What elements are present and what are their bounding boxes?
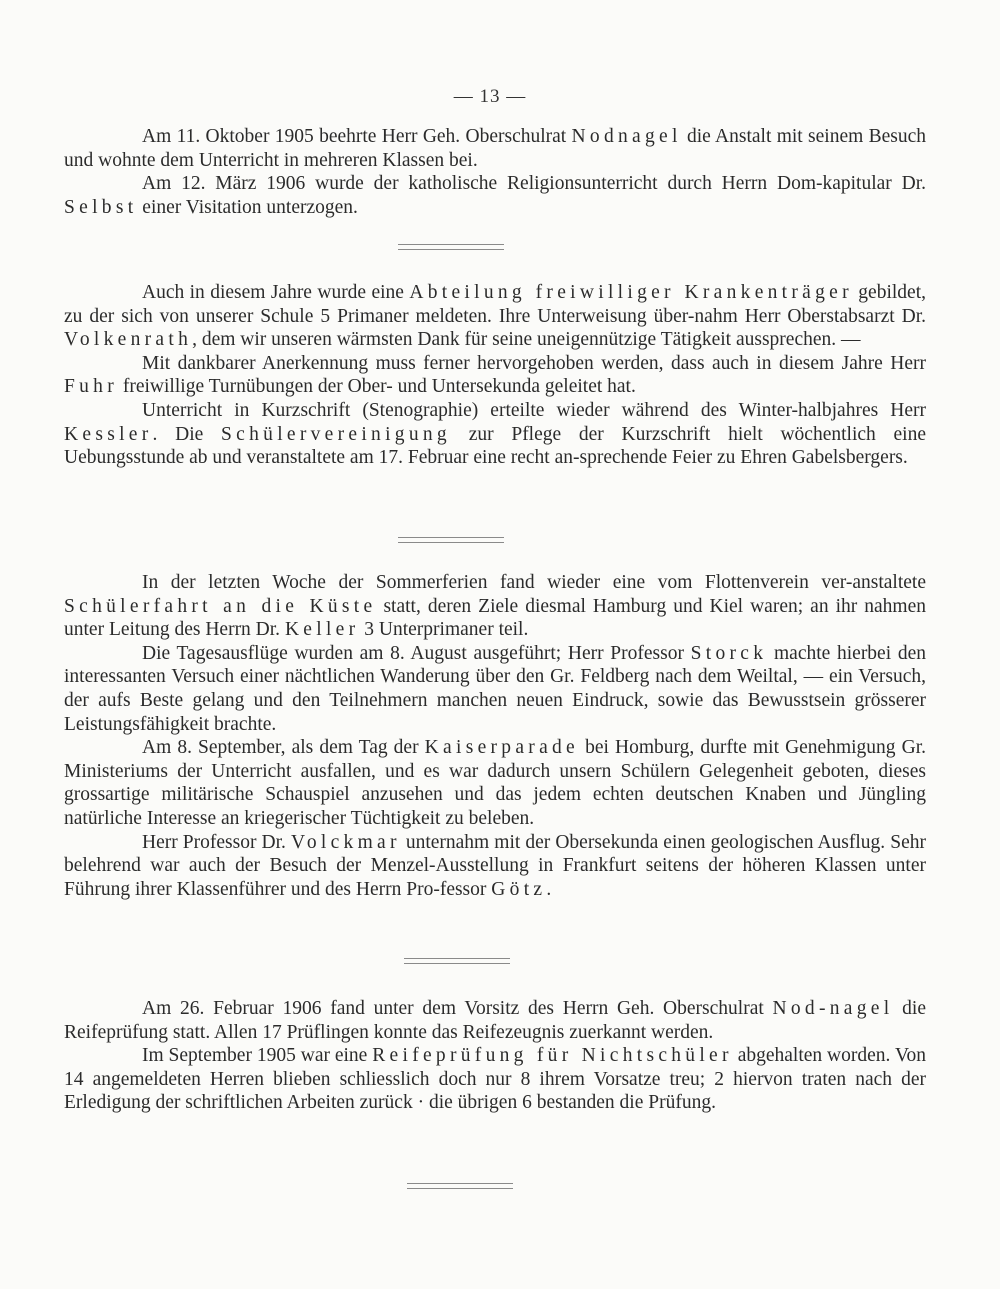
paragraph-text: freiwillige Turnübungen der Ober- und Untersekunda geleitet hat. xyxy=(118,376,636,398)
section-examinations xyxy=(64,997,926,1115)
spaced-emphasis: Schülervereinigung xyxy=(221,423,451,445)
paragraph-text: . Die xyxy=(152,423,222,445)
paragraph-text: In der letzten Woche der Sommerferien fand wieder eine vom Flottenverein ver-anstaltete xyxy=(142,572,926,593)
paragraph xyxy=(64,642,926,736)
section-divider xyxy=(404,958,510,964)
paragraph-text: Auch in diesem Jahre wurde eine xyxy=(142,282,410,303)
paragraph-text: gebildet, zu der sich von unserer Schule 5 Primaner meldeten. Ihre Unterweisung über-nahm Herr Oberstabsarzt Dr. xyxy=(64,282,926,327)
section-divider xyxy=(398,244,504,250)
paragraph xyxy=(64,172,926,219)
spaced-emphasis: Storck xyxy=(690,642,768,664)
paragraph-text: die Reifeprüfung statt. Allen 17 Prüflingen konnte das Reifezeugnis zuerkannt werden. xyxy=(64,998,926,1043)
spaced-emphasis: Keller xyxy=(284,619,360,641)
paragraph-text: Am 12. März 1906 wurde der katholische Religionsunterricht durch Herrn Dom-kapitular Dr. xyxy=(142,173,926,195)
section-excursions xyxy=(64,571,926,901)
spaced-emphasis: Kaiserparade xyxy=(424,737,580,759)
paragraph-text: unternahm mit der Obersekunda einen geologischen Ausflug. Sehr belehrend war auch der Besuch der Menzel-Ausstellung in Frankfurt seitens der höheren Klassen unter Führung ihrer Klassenführer und des Herrn Pro-fessor xyxy=(64,831,926,900)
paragraph-text: einer Visitation unterzogen. xyxy=(137,196,358,218)
paragraph-text: Am 26. Februar 1906 fand unter dem Vorsitz des Herrn Geh. Oberschulrat xyxy=(142,998,773,1019)
paragraph xyxy=(64,571,926,642)
paragraph-text: machte hierbei den interessanten Versuch einer nächtlichen Wanderung über den Gr. Feldberg nach dem Weiltal, — ein Versuch, der aufs Beste gelang und den Teilnehmern manchen neuen Eindruck, sowie das Bewusstsein grösserer Leistungsfähigkeit brachte. xyxy=(64,642,926,735)
spaced-emphasis: Kessler xyxy=(64,423,153,445)
spaced-emphasis: Götz xyxy=(491,878,547,900)
paragraph-text: Am 11. Oktober 1905 beehrte Herr Geh. Oberschulrat xyxy=(142,126,572,147)
section-activities xyxy=(64,281,926,470)
spaced-emphasis: Schülerfahrt an die Küste xyxy=(64,595,377,617)
paragraph-text: statt, deren Ziele diesmal Hamburg und Kiel waren; an ihr nahmen unter Leitung des Herrn Dr. xyxy=(64,595,926,641)
paragraph xyxy=(64,125,926,172)
paragraph-text: Unterricht in Kurzschrift (Stenographie) erteilte wieder während des Winter-halbjahres Herr xyxy=(142,399,926,421)
paragraph-text: zur Pflege der Kurzschrift hielt wöchentlich eine Uebungsstunde ab und veranstaltete am 17. Februar eine recht an-sprechende Feier zu Ehren Gabelsbergers. xyxy=(64,423,926,469)
paragraph-text: Im September 1905 war eine xyxy=(142,1045,373,1067)
paragraph xyxy=(64,281,926,352)
section-visitations xyxy=(64,125,926,219)
spaced-emphasis: Nod-nagel xyxy=(772,998,894,1019)
paragraph-text: Die Tagesausflüge wurden am 8. August ausgeführt; Herr Professor xyxy=(142,642,691,664)
spaced-emphasis: Abteilung freiwilliger Krankenträger xyxy=(409,282,853,303)
paragraph-text: , dem wir unseren wärmsten Dank für seine uneigennützige Tätigkeit aussprechen. — xyxy=(192,329,861,351)
paragraph-text: Herr Professor Dr. xyxy=(142,831,291,853)
spaced-emphasis: Nodnagel xyxy=(571,126,682,147)
spaced-emphasis: Reifeprüfung für Nichtschüler xyxy=(372,1045,733,1067)
paragraph-text: bei Homburg, durfte mit Genehmigung Gr. Ministeriums der Unterricht ausfallen, und es war dadurch unsern Schülern Gelegenheit geboten, dieses grossartige militärische Schauspiel anzusehen und das jedem echten deutschen Knaben und Jüngling natürliche Interesse an kriegerischer Tüchtigkeit zu beleben. xyxy=(64,737,927,829)
paragraph-text: . xyxy=(546,878,552,900)
paragraph-text: 3 Unterprimaner teil. xyxy=(359,619,529,641)
section-divider xyxy=(398,537,504,543)
paragraph xyxy=(64,997,926,1044)
paragraph xyxy=(64,831,926,902)
paragraph xyxy=(64,736,926,830)
paragraph-text: die Anstalt mit seinem Besuch und wohnte dem Unterricht in mehreren Klassen bei. xyxy=(64,126,926,171)
page-number: — 13 — xyxy=(453,86,527,107)
paragraph xyxy=(64,399,926,470)
paragraph-text: abgehalten worden. Von 14 angemeldeten Herren blieben schliesslich doch nur 8 ihrem Vorsatze treu; 2 hiervon traten nach der Erledigung der schriftlichen Arbeiten zurück · die übrigen 6 bestanden die Prüfung. xyxy=(64,1045,927,1114)
spaced-emphasis: Volkenrath xyxy=(64,329,193,351)
spaced-emphasis: Selbst xyxy=(64,196,138,218)
spaced-emphasis: Fuhr xyxy=(64,376,118,398)
section-divider xyxy=(407,1183,513,1189)
paragraph xyxy=(64,1044,926,1115)
spaced-emphasis: Volckmar xyxy=(290,831,401,853)
paragraph xyxy=(64,352,926,399)
paragraph-text: Am 8. September, als dem Tag der xyxy=(142,737,425,759)
paragraph-text: Mit dankbarer Anerkennung muss ferner hervorgehoben werden, dass auch in diesem Jahre Herr xyxy=(142,352,926,374)
